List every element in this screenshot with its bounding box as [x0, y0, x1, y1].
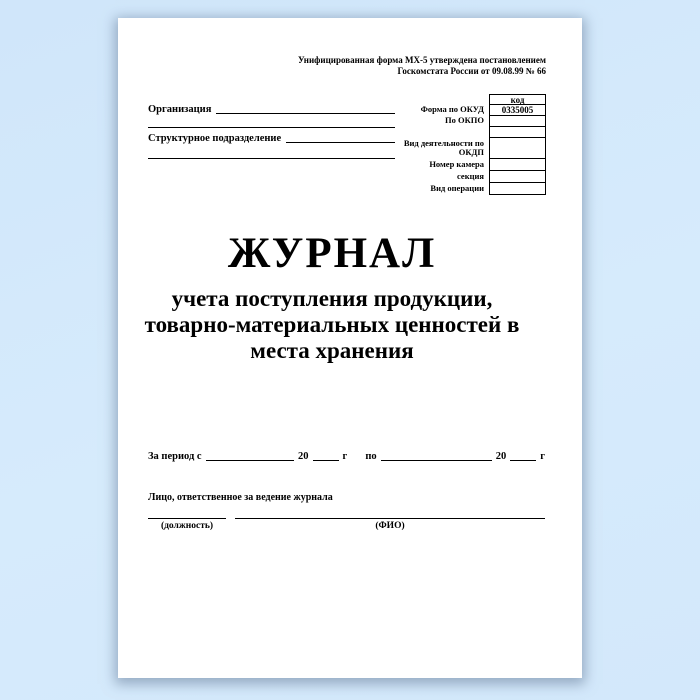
- full-name-caption: (ФИО): [235, 518, 545, 531]
- page-subtitle-line2: товарно-материальных ценностей в: [144, 312, 520, 337]
- okdp-label: Вид деятельности по ОКДП: [403, 137, 484, 157]
- period-to-year-suffix: г: [540, 451, 545, 462]
- page-subtitle-line1: учета поступления продукции,: [171, 286, 493, 311]
- document-title-block: [124, 230, 540, 364]
- table-row: [393, 137, 546, 159]
- period-to-blank-line: [381, 459, 492, 461]
- section-label: секция: [457, 170, 484, 181]
- period-from-blank-line: [206, 459, 294, 461]
- responsible-person-label: Лицо, ответственное за ведение журнала: [148, 492, 333, 503]
- code-header-cell: код: [489, 94, 546, 105]
- period-to-label: по: [365, 451, 377, 462]
- operation-type-cell: [489, 182, 546, 195]
- journal-cover-page: [118, 18, 582, 678]
- okdp-code-cell: [489, 137, 546, 159]
- page-subtitle-line3: места хранения: [250, 338, 414, 363]
- period-prefix-label: За период с: [148, 451, 202, 462]
- operation-type-label: Вид операции: [430, 182, 484, 193]
- table-row: [393, 182, 546, 195]
- organization-underline: [148, 127, 395, 128]
- form-approval-note: [298, 55, 546, 76]
- code-table: [393, 94, 546, 195]
- chamber-number-label: Номер камера: [429, 158, 484, 169]
- signature-row: [148, 518, 545, 531]
- okud-label: Форма по ОКУД: [420, 104, 484, 115]
- okpo-label: По ОКПО: [445, 115, 484, 126]
- department-row: [148, 131, 395, 144]
- period-from-year-prefix: 20: [298, 451, 309, 462]
- department-label: Структурное подразделение: [148, 133, 282, 144]
- period-to-year-prefix: 20: [495, 451, 507, 462]
- period-from-year-blank: [313, 459, 339, 461]
- form-approval-note-line2: Госкомстата России от 09.08.99 № 66: [397, 65, 546, 76]
- page-title: ЖУРНАЛ: [227, 230, 437, 277]
- page-subtitle: [124, 286, 540, 364]
- organization-label: Организация: [148, 104, 212, 115]
- position-caption: (должность): [148, 518, 226, 531]
- organization-blank-line: [216, 113, 395, 114]
- form-approval-note-line1: Унифицированная форма МХ-5 утверждена постановлением: [297, 55, 546, 65]
- organization-row: [148, 101, 395, 115]
- okud-code-cell: 0335005: [489, 104, 546, 116]
- organization-section: [148, 101, 395, 159]
- period-from-year-suffix: г: [342, 451, 348, 462]
- department-blank-line: [286, 142, 395, 143]
- period-row: [148, 449, 545, 462]
- period-to-year-blank: [510, 459, 536, 461]
- department-underline: [148, 158, 395, 159]
